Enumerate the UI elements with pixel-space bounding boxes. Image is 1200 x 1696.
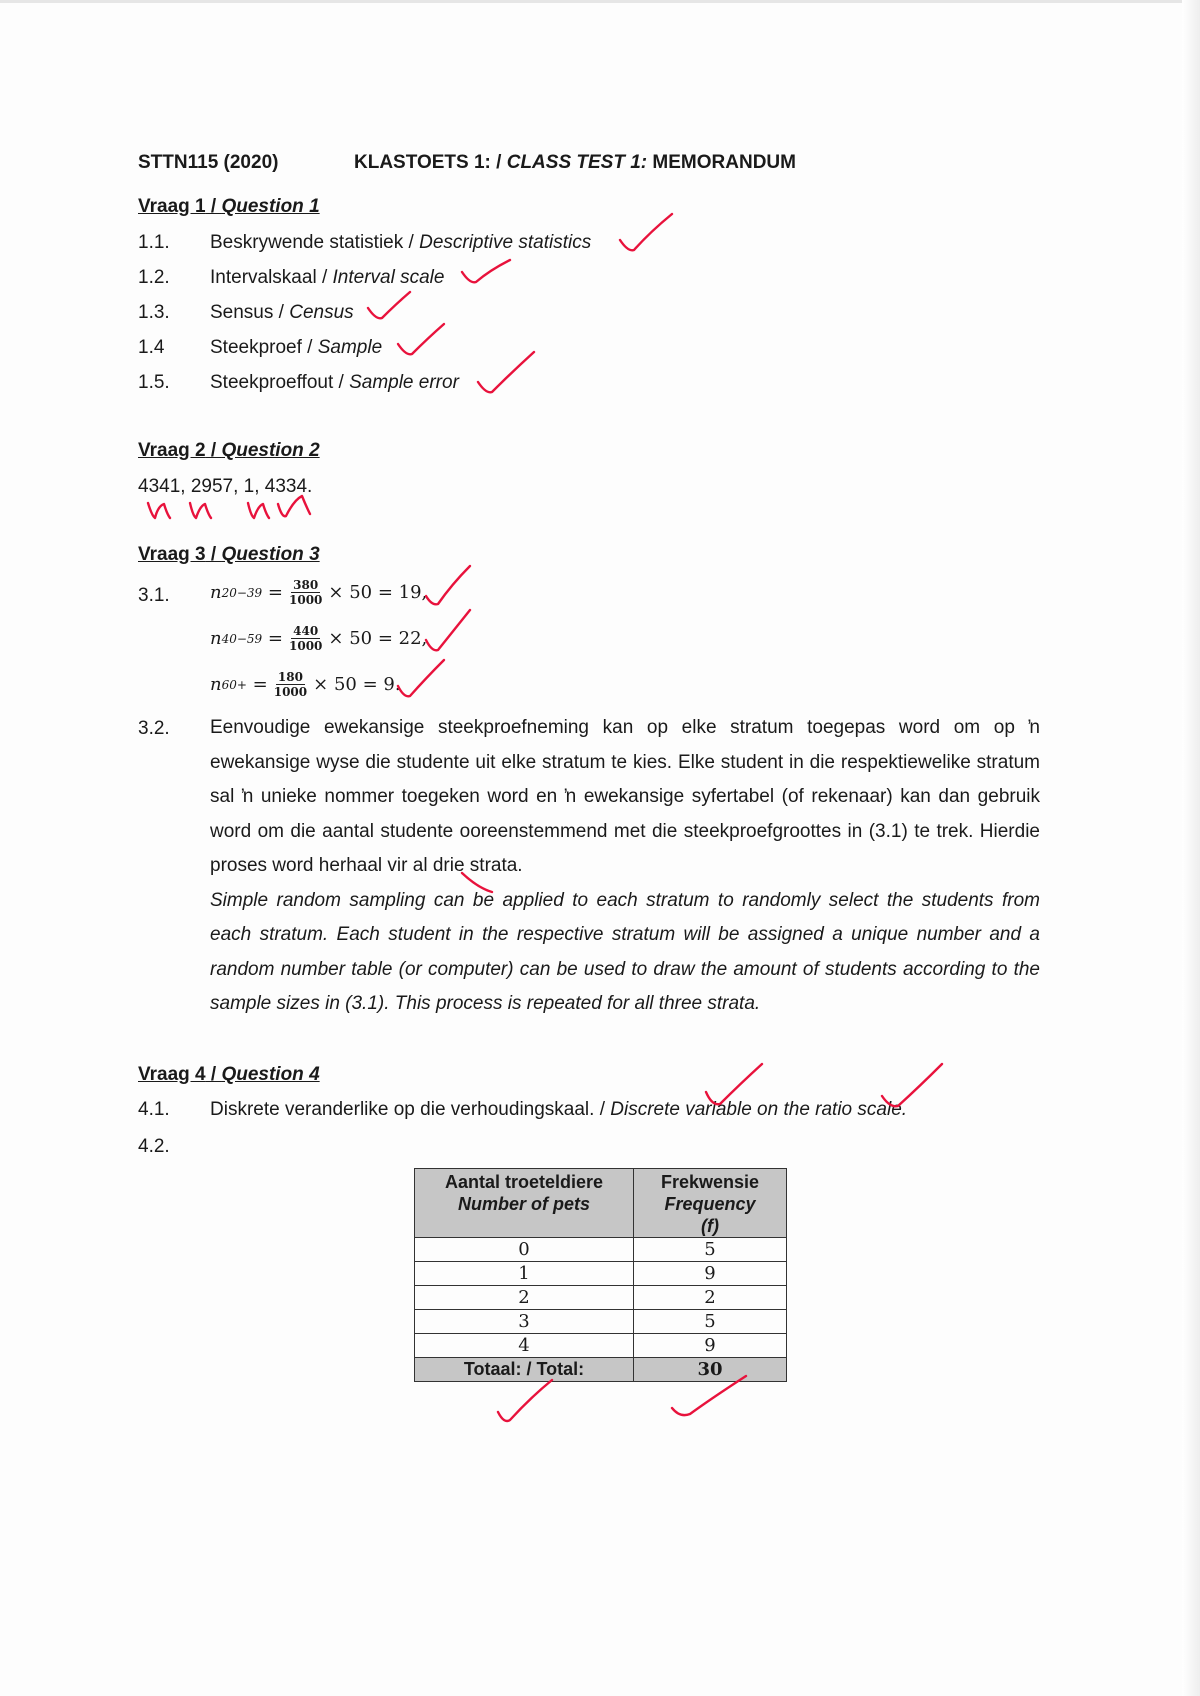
cell-frequency: 9 [634, 1334, 787, 1358]
cell-pets: 3 [415, 1310, 634, 1334]
tick-mark-q2 [278, 496, 310, 516]
course-code: STTN115 (2020) [138, 152, 279, 173]
q3-heading-en: Question 3 [221, 544, 320, 565]
q2-answer: 4341, 2957, 1, 4334. [138, 476, 313, 497]
item-text-en: Descriptive statistics [419, 232, 592, 253]
header-text-af: Aantal troeteldiere [444, 1172, 604, 1192]
check-mark [398, 660, 444, 696]
check-mark [672, 1376, 746, 1415]
item-text-af: Intervalskaal / [210, 267, 333, 288]
header-text-en: Number of pets [457, 1194, 590, 1214]
equation: n 60+ = $\frac{180}{1000}$ × 50 = 9. [210, 670, 401, 699]
eq-result: × 50 = 19, [328, 582, 428, 603]
item-text-af: Steekproef / [210, 337, 318, 358]
check-mark [398, 324, 444, 354]
eq-numerator: 180 [277, 670, 303, 684]
item-text-en: Interval scale [332, 267, 445, 288]
cell-pets: 1 [415, 1262, 634, 1286]
cell-pets: 2 [415, 1286, 634, 1310]
title-sep: / [490, 152, 507, 173]
check-mark [478, 352, 534, 392]
eq-result: × 50 = 9. [313, 674, 401, 695]
q2-heading-en: Question 2 [221, 440, 320, 461]
item-text-en: Discrete variable on the ratio scale. [610, 1099, 908, 1120]
check-mark [706, 1064, 762, 1104]
item-number: 1.4 [138, 337, 165, 358]
tick-mark-q2 [148, 503, 170, 518]
item-number: 4.2. [138, 1136, 170, 1157]
item-number: 1.2. [138, 267, 170, 288]
item-number: 4.1. [138, 1099, 170, 1120]
title-en: CLASS TEST 1: [506, 152, 648, 173]
q1-heading-af: Vraag 1 [138, 196, 206, 217]
check-mark [368, 292, 410, 318]
eq-subscript: 60+ [221, 677, 247, 692]
equation: n 40−59 = $\frac{440}{1000}$ × 50 = 22, [210, 624, 428, 653]
item-text-en: Census [289, 302, 354, 323]
item-text-af: Steekproeffout / [210, 372, 350, 393]
paragraph-en: Simple random sampling can be applied to each stratum to randomly select the students from each stratum. Each student in the respective stratum will be assigned a unique number and a random number table (or computer) can be used to draw the amount of students according to the sample sizes in (3.1). This process is repeated for all three strata. [210, 889, 1040, 1014]
cell-frequency: 5 [634, 1238, 787, 1262]
check-mark [462, 873, 492, 892]
eq-denominator: 1000 [289, 639, 323, 653]
item-text-af: Beskrywende statistiek / [210, 232, 420, 253]
cell-frequency: 9 [634, 1262, 787, 1286]
cell-pets: 4 [415, 1334, 634, 1358]
eq-variable: n [210, 674, 222, 695]
item-number: 1.3. [138, 302, 170, 323]
eq-denominator: 1000 [289, 593, 323, 607]
q3-heading-af: Vraag 3 [138, 544, 206, 565]
item-text-en: Sample [317, 337, 383, 358]
q4-heading-sep: / [205, 1064, 222, 1085]
title-suffix: MEMORANDUM [647, 152, 796, 173]
q4-heading-en: Question 4 [221, 1064, 320, 1085]
cell-frequency: 2 [634, 1286, 787, 1310]
header-text-en: Frequency [664, 1194, 756, 1214]
equation: n 20−39 = $\frac{380}{1000}$ × 50 = 19, [210, 578, 428, 607]
check-mark [620, 214, 672, 250]
cell-pets: 0 [415, 1238, 634, 1262]
eq-subscript: 20−39 [221, 585, 263, 600]
item-text-en: Sample error [349, 372, 459, 393]
check-mark [426, 610, 470, 650]
eq-numerator: 380 [293, 578, 319, 592]
item-number: 1.5. [138, 372, 170, 393]
header-symbol: (f) [701, 1216, 719, 1236]
item-text-af: Sensus / [210, 302, 290, 323]
q2-heading-af: Vraag 2 [138, 440, 206, 461]
total-value: 30 [634, 1358, 787, 1382]
q1-heading-sep: / [205, 196, 222, 217]
total-label: Totaal: / Total: [415, 1358, 634, 1382]
eq-result: × 50 = 22, [328, 628, 428, 649]
q4-heading-af: Vraag 4 [138, 1064, 206, 1085]
check-mark [498, 1380, 552, 1421]
cell-frequency: 5 [634, 1310, 787, 1334]
q3-item-number: 3.1. [138, 585, 170, 606]
eq-subscript: 40−59 [221, 631, 263, 646]
title-af: KLASTOETS 1: [354, 152, 491, 173]
eq-variable: n [210, 628, 222, 649]
tick-mark-q2 [190, 503, 211, 518]
paragraph-af: Eenvoudige ewekansige steekproefneming kan op elke stratum toegepas word om op ŉ ewekansige wyse die studente uit elke stratum te kies. Elke student in die respektiewelike stratum sal ŉ unieke nommer toegeken word en ŉ ewekansige syfertabel (of rekenaar) kan dan gebruik word om die aantal studente ooreenstemmend met die steekproefgroottes in (3.1) te trek. Hierdie proses word herhaal vir al drie strata. [210, 717, 1040, 876]
tick-mark-q2 [248, 503, 269, 518]
check-mark [882, 1064, 942, 1106]
item-text-af: Diskrete veranderlike op die verhoudingskaal. / [210, 1099, 611, 1120]
q2-heading-sep: / [205, 440, 222, 461]
item-number: 1.1. [138, 232, 170, 253]
eq-denominator: 1000 [273, 685, 308, 699]
check-mark [462, 260, 510, 282]
header-text-af: Frekwensie [660, 1172, 760, 1192]
q3-item-number: 3.2. [138, 718, 170, 739]
eq-numerator: 440 [293, 624, 319, 638]
q3-heading-sep: / [205, 544, 222, 565]
eq-variable: n [210, 582, 222, 603]
check-mark [426, 566, 470, 604]
q1-heading-en: Question 1 [221, 196, 320, 217]
